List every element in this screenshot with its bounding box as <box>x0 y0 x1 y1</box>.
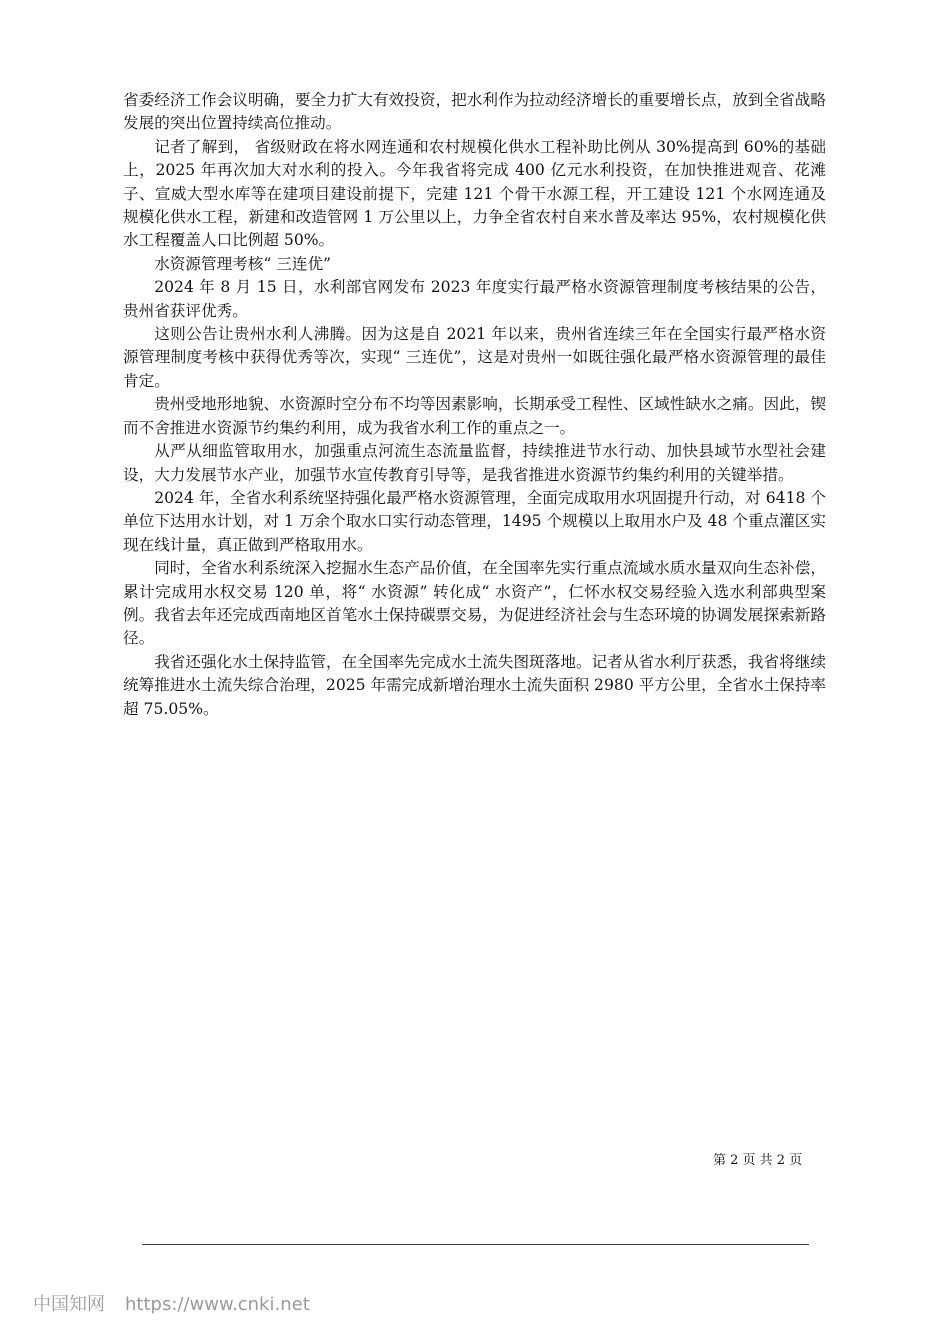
paragraph-3: 2024 年 8 月 15 日，水利部官网发布 2023 年度实行最严格水资源管理制度考核结果的公告，贵州省获评优秀。 <box>123 278 826 320</box>
paragraph-6: 从严从细监管取用水，加强重点河流生态流量监督，持续推进节水行动、加快县域节水型社会建设，大力发展节水产业，加强节水宣传教育引导等，是我省推进水资源节约集约利用的关键举措。 <box>123 442 826 484</box>
paragraph-5: 贵州受地形地貌、水资源时空分布不均等因素影响，长期承受工程性、区域性缺水之痛。因此，锲而不舍推进水资源节约集约利用，成为我省水利工作的重点之一。 <box>123 395 826 437</box>
cnki-watermark <box>33 1293 310 1317</box>
paragraph-2: 记者了解到， 省级财政在将水网连通和农村规模化供水工程补助比例从 30%提高到 60%的基础上，2025 年再次加大对水利的投入。今年我省将完成 400 亿元水利投资，在加快推进观音、花滩子、宣威大型水库等在建项目建设前提下，完建 121 个骨干水源工程，开工建设 121 个水网连通及规模化供水工程，新建和改造管网 1 万公里以上，力争全省农村自来水普及率达 95%，农村规模化供水工程覆盖人口比例超 50%。 <box>123 137 826 250</box>
paragraph-9: 我省还强化水土保持监管，在全国率先完成水土流失图斑落地。记者从省水利厅获悉，我省将继续统筹推进水土流失综合治理，2025 年需完成新增治理水土流失面积 2980 平方公里，全省水土保持率超 75.05%。 <box>123 652 826 718</box>
paragraph-7: 2024 年，全省水利系统坚持强化最严格水资源管理，全面完成取用水巩固提升行动，对 6418 个单位下达用水计划，对 1 万余个取水口实行动态管理，1495 个规模以上取用水户及 48 个重点灌区实现在线计量，真正做到严格取用水。 <box>123 488 826 554</box>
watermark-url: https://www.cnki.net <box>125 1294 310 1315</box>
paragraph-4: 这则公告让贵州水利人沸腾。因为这是自 2021 年以来，贵州省连续三年在全国实行最严格水资源管理制度考核中获得优秀等次，实现“ 三连优”，这是对贵州一如既往强化最严格水资源管理的最佳肯定。 <box>123 325 826 390</box>
footer-divider <box>142 1244 809 1245</box>
section-heading: 水资源管理考核“ 三连优” <box>154 254 332 273</box>
paragraph-1: 省委经济工作会议明确，要全力扩大有效投资，把水利作为拉动经济增长的重要增长点，放到全省战略发展的突出位置持续高位推动。 <box>123 91 826 133</box>
watermark-brand: 中国知网 <box>33 1294 105 1315</box>
page-number: 第 2 页 共 2 页 <box>713 1153 803 1168</box>
article-body <box>123 89 826 721</box>
paragraph-8: 同时，全省水利系统深入挖掘水生态产品价值，在全国率先实行重点流域水质水量双向生态补偿，累计完成用水权交易 120 单，将“ 水资源” 转化成“ 水资产”，仁怀水权交易经验入选水利部典型案例。我省去年还完成西南地区首笔水土保持碳票交易，为促进经济社会与生态环境的协调发展探索新路径。 <box>123 559 826 648</box>
